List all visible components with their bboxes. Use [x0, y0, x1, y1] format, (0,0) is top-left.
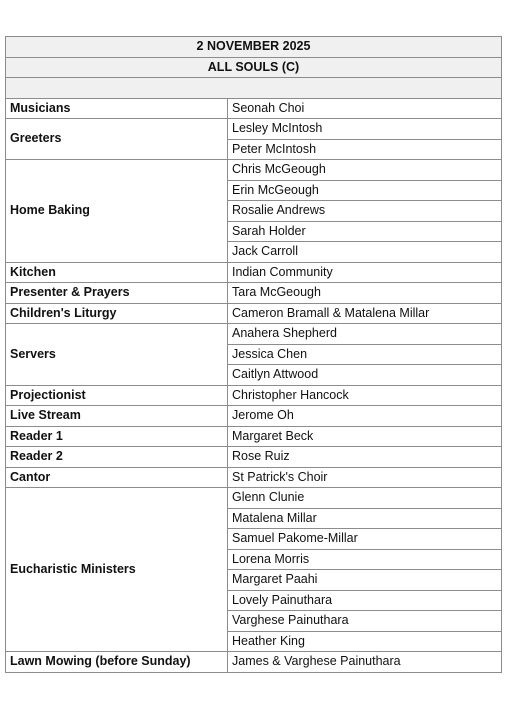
person-cell: James & Varghese Painuthara	[228, 652, 502, 673]
table-row	[6, 652, 502, 673]
table-row	[6, 283, 502, 304]
table-row	[6, 406, 502, 427]
date-heading: 2 NOVEMBER 2025	[6, 37, 502, 58]
service-title: ALL SOULS (C)	[6, 57, 502, 78]
role-cell: Children's Liturgy	[6, 303, 228, 324]
person-cell: Jerome Oh	[228, 406, 502, 427]
table-row	[6, 467, 502, 488]
person-cell: Heather King	[228, 631, 502, 652]
person-cell: Varghese Painuthara	[228, 611, 502, 632]
person-cell: Rosalie Andrews	[228, 201, 502, 222]
table-row	[6, 262, 502, 283]
person-cell: Tara McGeough	[228, 283, 502, 304]
table-row	[6, 488, 502, 509]
table-row	[6, 385, 502, 406]
role-cell: Greeters	[6, 119, 228, 160]
role-cell: Reader 2	[6, 447, 228, 468]
title-row	[6, 57, 502, 78]
role-cell: Lawn Mowing (before Sunday)	[6, 652, 228, 673]
person-cell: Lovely Painuthara	[228, 590, 502, 611]
role-cell: Live Stream	[6, 406, 228, 427]
table-row	[6, 447, 502, 468]
person-cell: Cameron Bramall & Matalena Millar	[228, 303, 502, 324]
person-cell: Margaret Beck	[228, 426, 502, 447]
spacer-cell	[6, 78, 502, 99]
person-cell: Anahera Shepherd	[228, 324, 502, 345]
role-cell: Musicians	[6, 98, 228, 119]
person-cell: Margaret Paahi	[228, 570, 502, 591]
person-cell: Seonah Choi	[228, 98, 502, 119]
person-cell: St Patrick's Choir	[228, 467, 502, 488]
role-cell: Presenter & Prayers	[6, 283, 228, 304]
table-row	[6, 324, 502, 345]
date-row	[6, 37, 502, 58]
roster-body	[6, 98, 502, 672]
person-cell: Jessica Chen	[228, 344, 502, 365]
role-cell: Cantor	[6, 467, 228, 488]
person-cell: Samuel Pakome-Millar	[228, 529, 502, 550]
person-cell: Sarah Holder	[228, 221, 502, 242]
person-cell: Jack Carroll	[228, 242, 502, 263]
spacer-row	[6, 78, 502, 99]
person-cell: Caitlyn Attwood	[228, 365, 502, 386]
person-cell: Glenn Clunie	[228, 488, 502, 509]
table-row	[6, 98, 502, 119]
role-cell: Kitchen	[6, 262, 228, 283]
role-cell: Home Baking	[6, 160, 228, 263]
person-cell: Lesley McIntosh	[228, 119, 502, 140]
role-cell: Eucharistic Ministers	[6, 488, 228, 652]
role-cell: Servers	[6, 324, 228, 386]
role-cell: Reader 1	[6, 426, 228, 447]
person-cell: Matalena Millar	[228, 508, 502, 529]
person-cell: Indian Community	[228, 262, 502, 283]
table-row	[6, 303, 502, 324]
table-row	[6, 119, 502, 140]
person-cell: Peter McIntosh	[228, 139, 502, 160]
table-row	[6, 426, 502, 447]
person-cell: Lorena Morris	[228, 549, 502, 570]
person-cell: Rose Ruiz	[228, 447, 502, 468]
table-row	[6, 160, 502, 181]
person-cell: Christopher Hancock	[228, 385, 502, 406]
person-cell: Chris McGeough	[228, 160, 502, 181]
role-cell: Projectionist	[6, 385, 228, 406]
person-cell: Erin McGeough	[228, 180, 502, 201]
roster-table	[5, 36, 502, 673]
